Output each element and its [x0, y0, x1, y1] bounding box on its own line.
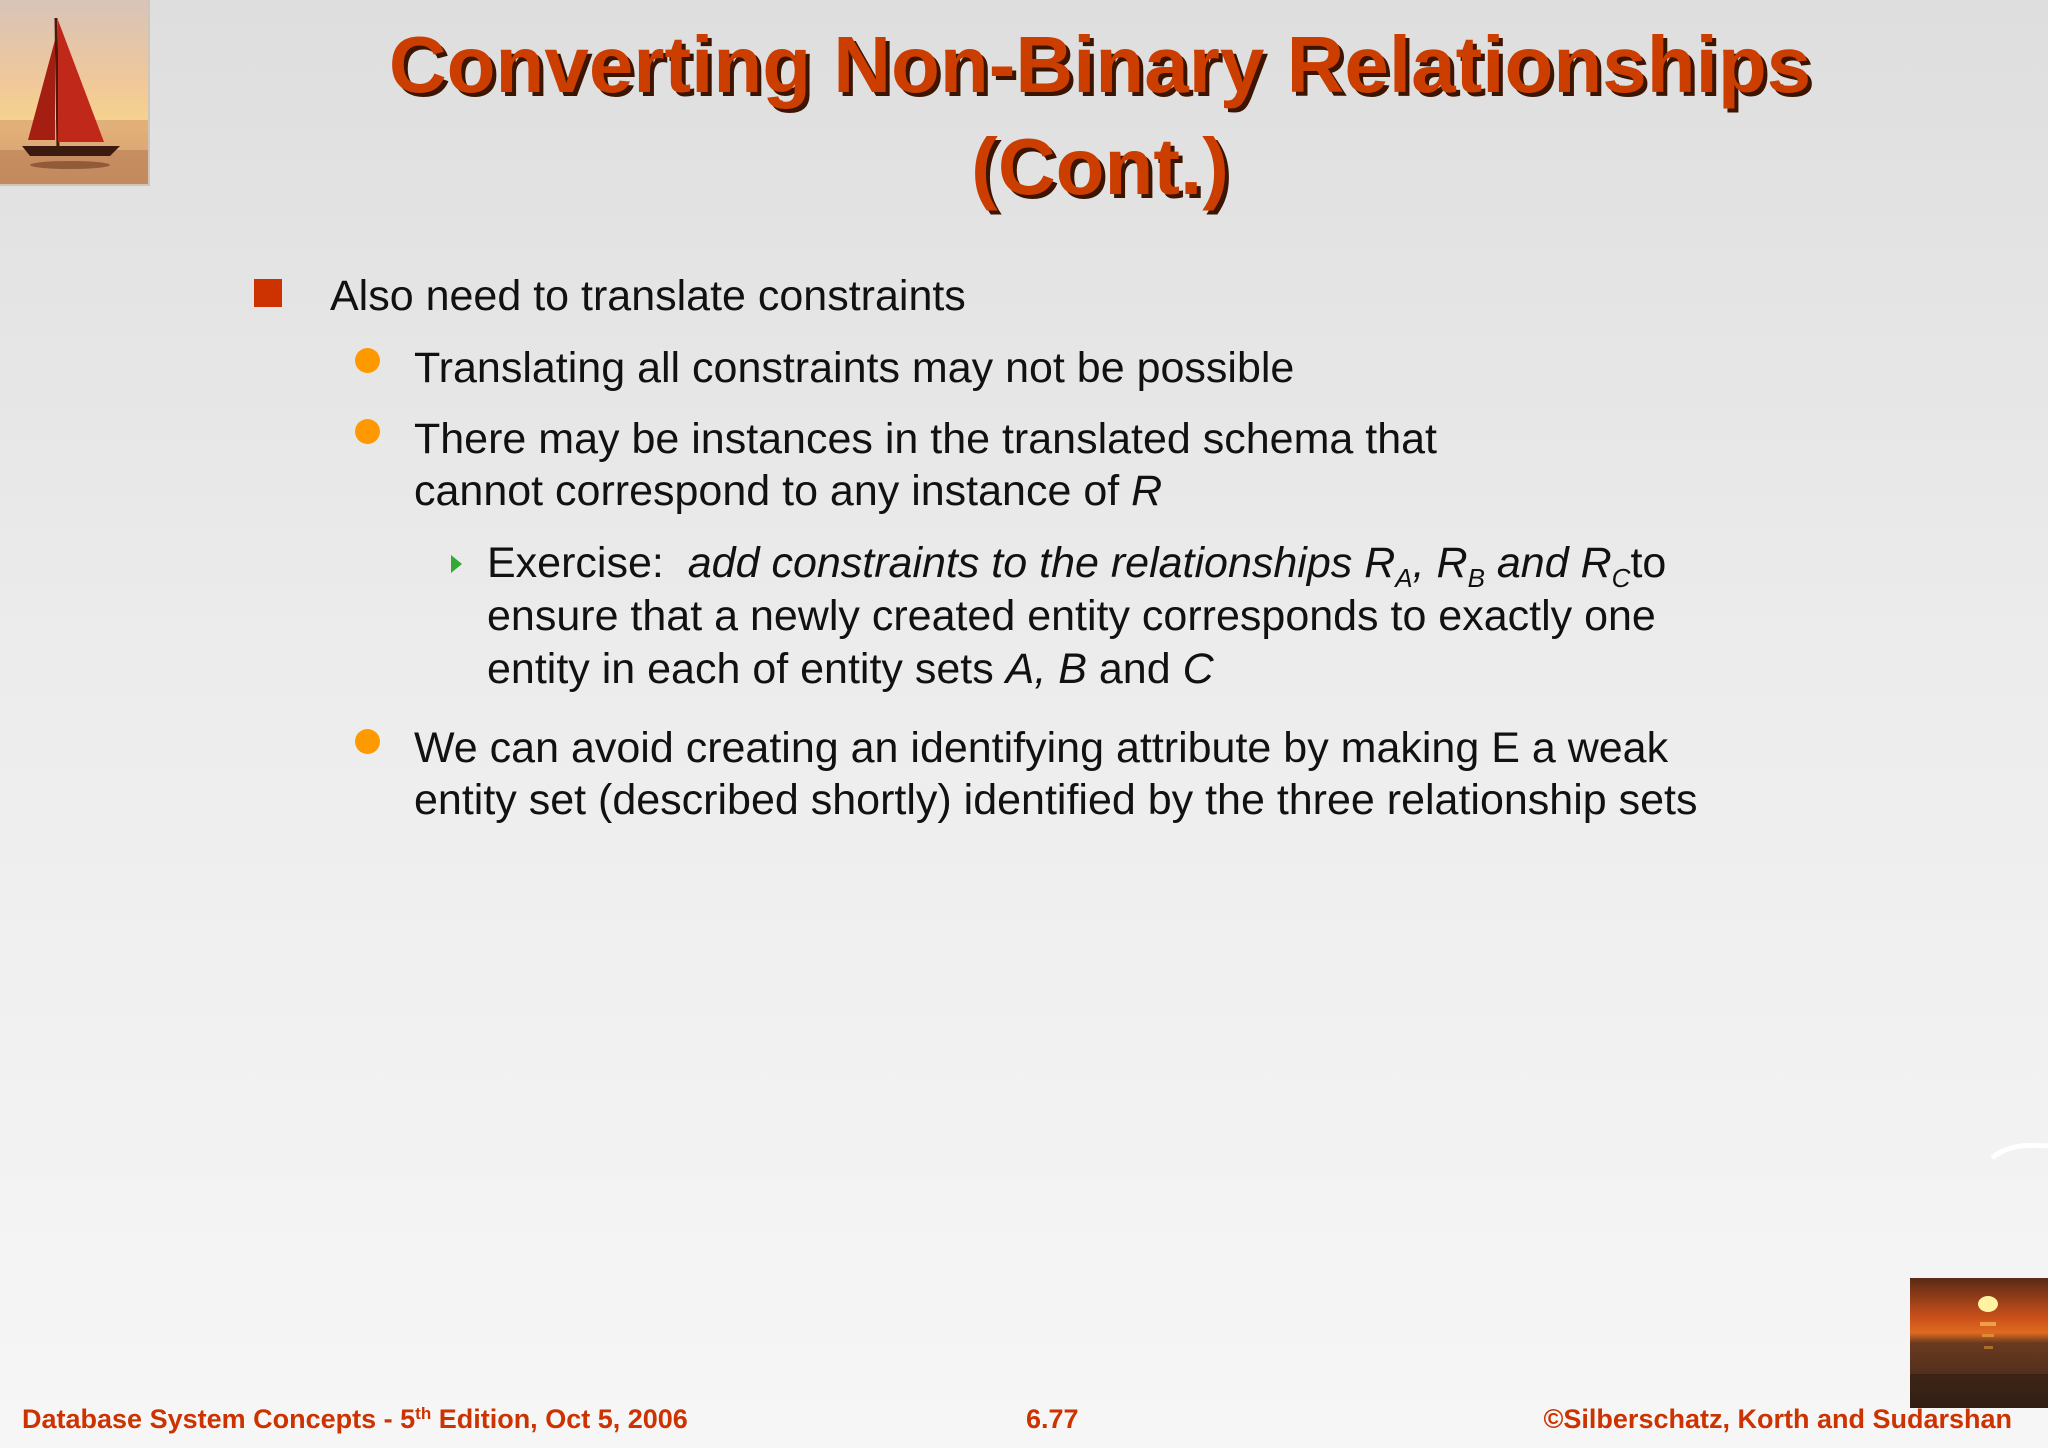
bullet-text: Also need to translate constraints	[330, 272, 966, 320]
exercise-line3: entity in each of entity sets	[487, 645, 1006, 693]
bullet-translating-all	[414, 342, 1294, 394]
exercise-to: to	[1630, 539, 1667, 587]
dot-bullet-icon	[355, 348, 380, 373]
exercise-line2: ensure that a newly created entity corresponds to exactly one	[487, 592, 1656, 640]
slide-title-line2: (Cont.)	[971, 122, 1229, 211]
footer-page-number: 6.77	[1026, 1404, 1079, 1434]
bullet-translate-constraints	[330, 270, 966, 322]
dot-bullet-icon	[355, 419, 380, 444]
exercise-line3-and: and	[1098, 645, 1171, 693]
exercise-label: Exercise:	[487, 539, 664, 587]
var-c: C	[1182, 645, 1214, 693]
bullet-exercise: Exercise: add constraints to the relationships $R_A$, $R_B$ and $R_Cto$ ensure that a newly created entity corresponds to exactly one entity in each of entity sets A, B and C	[487, 539, 1667, 693]
slide-title-line1: Converting Non-Binary Relationships	[388, 20, 1812, 109]
bullet-instances	[414, 413, 1437, 517]
var-r-a: $R_A$	[1364, 539, 1413, 593]
decorative-curve-icon	[1990, 1140, 2048, 1170]
exercise-and: and	[1496, 539, 1569, 587]
bullet-text-line2: cannot correspond to any instance of	[414, 467, 1132, 515]
dot-bullet-icon	[355, 729, 380, 754]
sunset-logo-icon	[1910, 1278, 2048, 1408]
bullet-weak-entity	[414, 722, 1698, 826]
bullet-text-line1: We can avoid creating an identifying attribute by making E a weak	[414, 724, 1669, 772]
exercise-italic: add constraints to the relationships	[687, 539, 1353, 587]
var-r-b: $R_B$	[1436, 539, 1485, 593]
var-r-c: $R_C$	[1580, 539, 1631, 593]
square-bullet-icon	[254, 279, 282, 307]
footer-book-title: Database System Concepts - 5th Edition, Oct 5, 2006	[22, 1404, 688, 1434]
bullet-text-line1: There may be instances in the translated schema that	[414, 415, 1437, 463]
var-a-b: A, B	[1005, 645, 1087, 693]
footer-copyright: ©Silberschatz, Korth and Sudarshan	[1543, 1404, 2012, 1434]
variable-r: R	[1131, 467, 1163, 515]
arrow-bullet-icon	[451, 555, 462, 573]
bullet-text: Translating all constraints may not be possible	[414, 344, 1295, 392]
bullet-text-line2: entity set (described shortly) identified by the three relationship sets	[414, 776, 1698, 824]
